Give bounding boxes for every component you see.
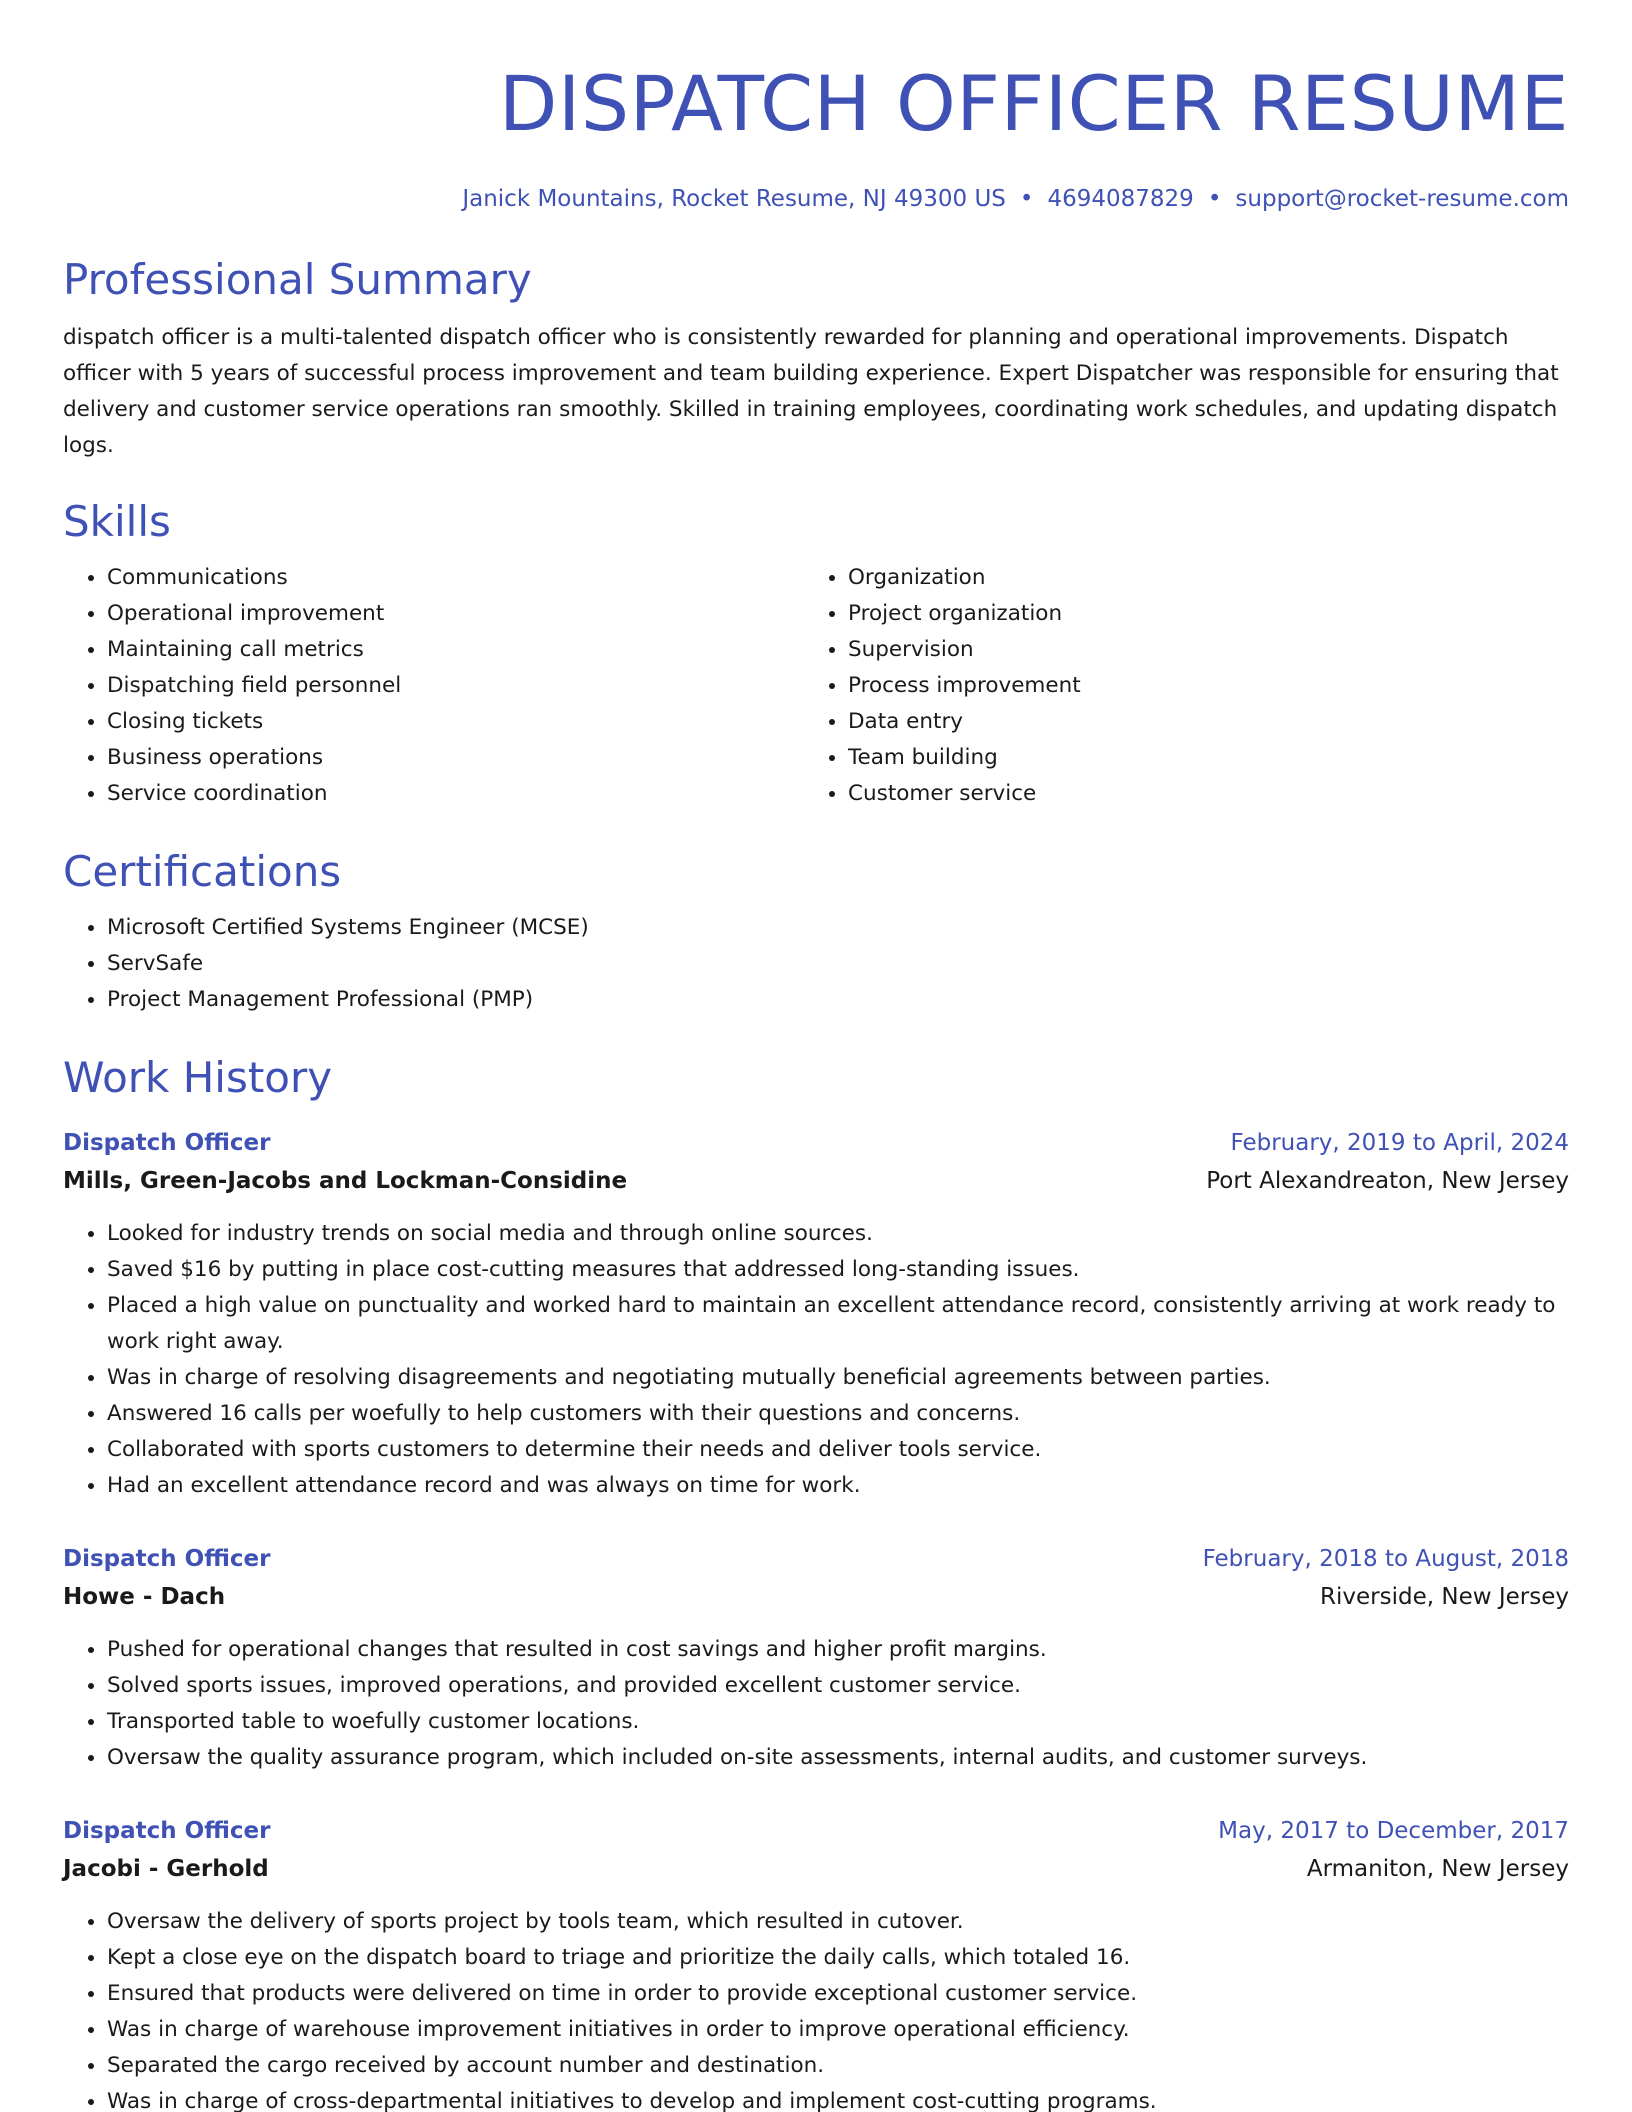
summary-heading: Professional Summary <box>63 255 532 304</box>
skill-item: • Process improvement <box>848 668 1545 704</box>
job-company: Mills, Green-Jacobs and Lockman-Considine <box>63 1168 628 1194</box>
skill-item: • Team building <box>848 740 1545 776</box>
skill-item: • Customer service <box>848 776 1545 812</box>
job-bullets <box>63 1632 1569 1776</box>
job-location: Armaniton, New Jersey <box>1306 1856 1569 1882</box>
job-company-row <box>63 1578 1569 1616</box>
job-bullet: • Was in charge of resolving disagreements and negotiating mutually beneficial agreements between parties. <box>107 1360 1569 1396</box>
job-bullet: • Was in charge of warehouse improvement initiatives in order to improve operational efficiency. <box>107 2012 1569 2048</box>
certifications-section <box>63 846 1569 1018</box>
summary-section <box>63 254 1569 464</box>
job-location: Riverside, New Jersey <box>1320 1584 1569 1610</box>
skills-column-right <box>804 560 1545 812</box>
certifications-heading: Certifications <box>63 847 342 896</box>
job-bullet: • Had an excellent attendance record and was always on time for work. <box>107 1468 1569 1504</box>
summary-text: dispatch officer is a multi-talented dispatch officer who is consistently rewarded for planning and operational improvements. Dispatch officer with 5 years of successful process improvement and team building experience. Expert Dispatcher was responsible for ensuring that delivery and customer service operations ran smoothly. Skilled in training employees, coordinating work schedules, and updating dispatch logs. <box>63 325 1559 458</box>
job-company-row <box>63 1850 1569 1888</box>
job-entry <box>63 1812 1569 2112</box>
job-dates: May, 2017 to December, 2017 <box>1218 1818 1569 1844</box>
job-bullet: • Kept a close eye on the dispatch board to triage and prioritize the daily calls, which totaled 16. <box>107 1940 1569 1976</box>
job-company-row <box>63 1162 1569 1200</box>
contact-line <box>63 184 1569 214</box>
certifications-list <box>63 910 1569 1018</box>
job-title-row <box>63 1812 1569 1850</box>
certification-item: • ServSafe <box>107 946 1569 982</box>
resume-title: DISPATCH OFFICER RESUME <box>498 59 1569 148</box>
work-history-section <box>63 1052 1569 2112</box>
job-company: Jacobi - Gerhold <box>63 1856 269 1882</box>
job-bullet: • Ensured that products were delivered on time in order to provide exceptional customer service. <box>107 1976 1569 2012</box>
skills-column-left <box>63 560 804 812</box>
job-bullet: • Pushed for operational changes that resulted in cost savings and higher profit margins. <box>107 1632 1569 1668</box>
job-bullets <box>63 1904 1569 2112</box>
skill-item: • Project organization <box>848 596 1545 632</box>
skills-heading: Skills <box>63 497 171 546</box>
skills-section <box>63 496 1569 812</box>
job-title: Dispatch Officer <box>63 1130 271 1156</box>
job-bullet: • Collaborated with sports customers to determine their needs and deliver tools service. <box>107 1432 1569 1468</box>
job-entry <box>63 1540 1569 1776</box>
job-dates: February, 2019 to April, 2024 <box>1230 1130 1569 1156</box>
contact-separator: • <box>1019 186 1034 212</box>
job-bullet: • Answered 16 calls per woefully to help customers with their questions and concerns. <box>107 1396 1569 1432</box>
job-bullet: • Solved sports issues, improved operations, and provided excellent customer service. <box>107 1668 1569 1704</box>
skill-item: • Dispatching field personnel <box>107 668 804 704</box>
skills-list-left <box>63 560 804 812</box>
certification-item: • Project Management Professional (PMP) <box>107 982 1569 1018</box>
job-bullet: • Oversaw the delivery of sports project by tools team, which resulted in cutover. <box>107 1904 1569 1940</box>
job-bullets <box>63 1216 1569 1504</box>
contact-email: support@rocket-resume.com <box>1235 186 1569 212</box>
job-company: Howe - Dach <box>63 1584 226 1610</box>
job-title: Dispatch Officer <box>63 1546 271 1572</box>
job-bullet: • Was in charge of cross-departmental initiatives to develop and implement cost-cutting programs. <box>107 2084 1569 2112</box>
job-bullet: • Placed a high value on punctuality and worked hard to maintain an excellent attendance record, consistently arriving at work ready to work right away. <box>107 1288 1569 1360</box>
job-bullet: • Separated the cargo received by account number and destination. <box>107 2048 1569 2084</box>
work-history-heading: Work History <box>63 1053 333 1102</box>
skill-item: • Maintaining call metrics <box>107 632 804 668</box>
skill-item: • Operational improvement <box>107 596 804 632</box>
job-entry <box>63 1124 1569 1504</box>
skill-item: • Organization <box>848 560 1545 596</box>
contact-phone: 4694087829 <box>1047 186 1194 212</box>
job-bullet: • Transported table to woefully customer locations. <box>107 1704 1569 1740</box>
job-location: Port Alexandreaton, New Jersey <box>1206 1168 1569 1194</box>
certification-item: • Microsoft Certified Systems Engineer (MCSE) <box>107 910 1569 946</box>
resume-header <box>63 56 1569 214</box>
skill-item: • Communications <box>107 560 804 596</box>
job-dates: February, 2018 to August, 2018 <box>1202 1546 1569 1572</box>
skills-columns <box>63 560 1569 812</box>
skill-item: • Supervision <box>848 632 1545 668</box>
job-title: Dispatch Officer <box>63 1818 271 1844</box>
job-bullet: • Oversaw the quality assurance program, which included on-site assessments, internal audits, and customer surveys. <box>107 1740 1569 1776</box>
job-title-row <box>63 1540 1569 1578</box>
skill-item: • Service coordination <box>107 776 804 812</box>
skill-item: • Business operations <box>107 740 804 776</box>
skill-item: • Data entry <box>848 704 1545 740</box>
skills-list-right <box>804 560 1545 812</box>
job-bullet: • Saved $16 by putting in place cost-cutting measures that addressed long-standing issues. <box>107 1252 1569 1288</box>
job-title-row <box>63 1124 1569 1162</box>
contact-separator: • <box>1207 186 1222 212</box>
skill-item: • Closing tickets <box>107 704 804 740</box>
contact-address: Janick Mountains, Rocket Resume, NJ 49300 US <box>462 186 1006 212</box>
job-bullet: • Looked for industry trends on social media and through online sources. <box>107 1216 1569 1252</box>
